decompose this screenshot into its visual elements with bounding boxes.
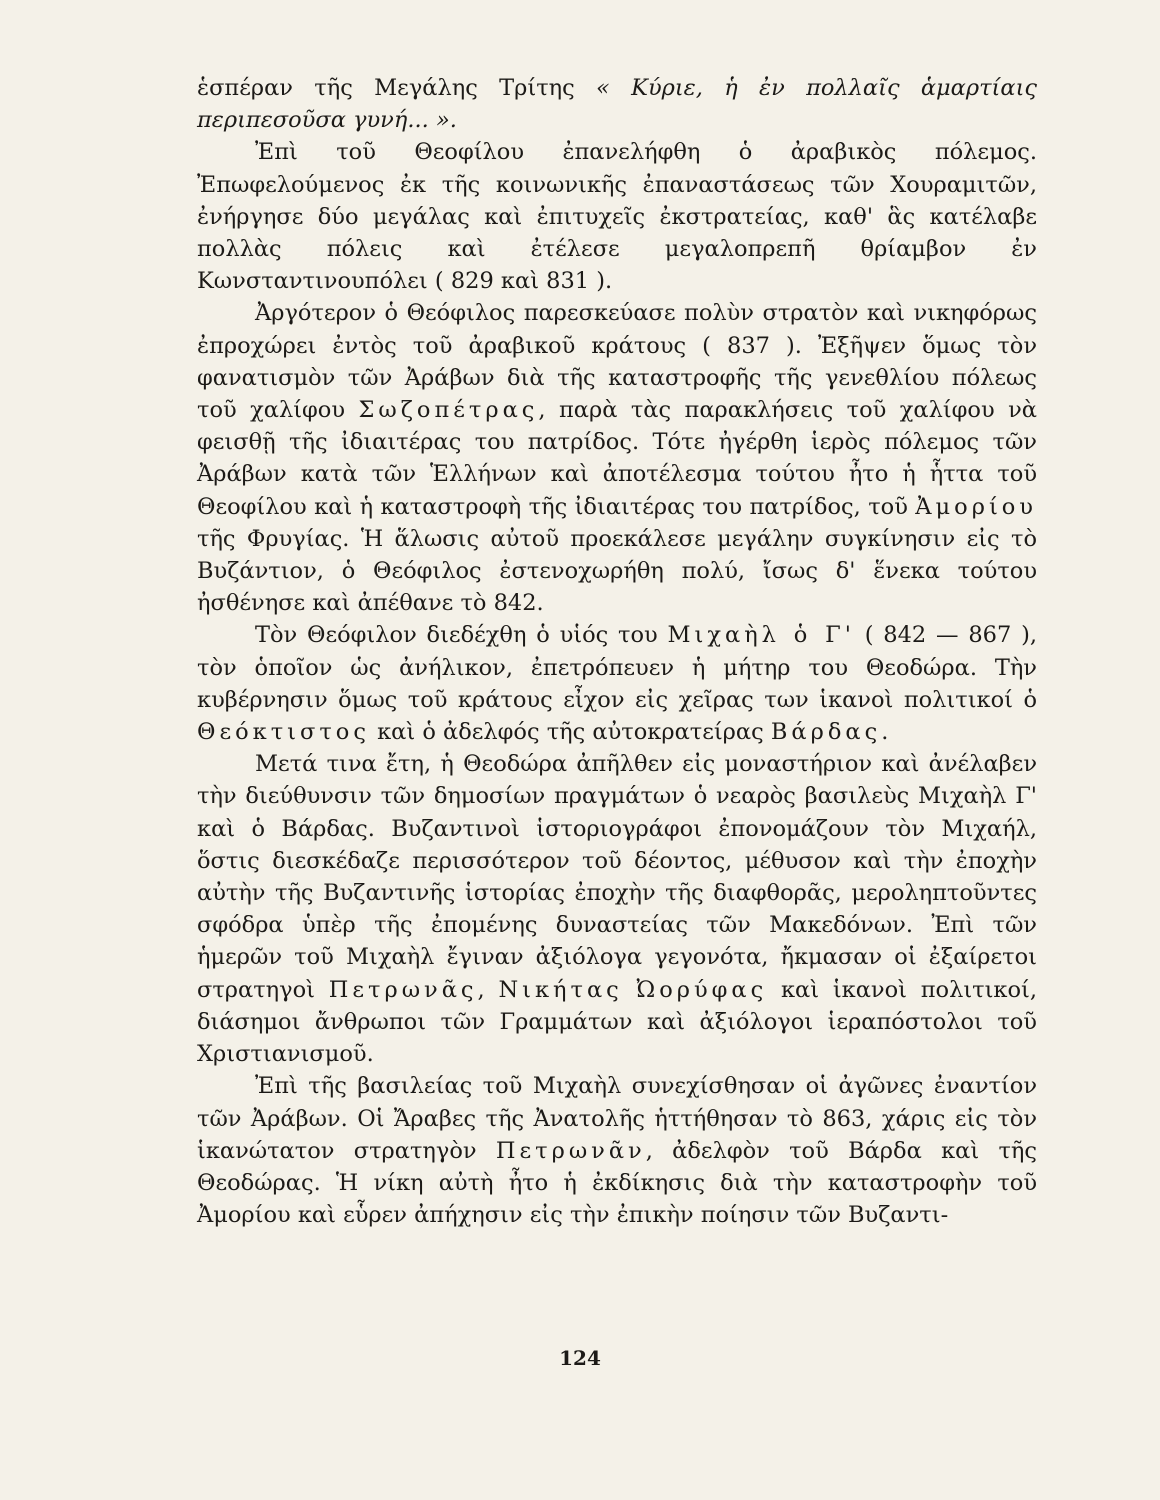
spaced-name-petronan: Πετρωνᾶν: [495, 1137, 646, 1164]
spaced-name-petronas: Πετρωνᾶς: [328, 976, 478, 1003]
text-run: Ἀργότερον ὁ Θεόφιλος παρεσκεύασε πολὺν στρατὸν καὶ νικηφόρως ἐπροχώρει ἐντὸς τοῦ ἀραβικοῦ κράτους ( 837 ). Ἐξῆψεν ὅμως τὸν φανατισμὸν τῶν Ἀράβων διὰ τῆς καταστροφῆς τῆς γενεθλίου πόλεως τοῦ χαλίφου: [197, 300, 1037, 424]
quoted-hymn: « Κύριε, ἡ ἐν πολλαῖς ἁμαρτίαις περιπεσοῦσα γυνή... ».: [197, 75, 1037, 134]
text-run: Μετά τινα ἔτη, ἡ Θεοδώρα ἀπῆλθεν εἰς μοναστήριον καὶ ἀνέλαβεν τὴν διεύθυνσιν τῶν δημοσίων πραγμάτων ὁ νεαρὸς βασιλεὺς Μιχαὴλ Γ' καὶ ὁ Βάρδας. Βυζαντινοὶ ἱστοριογράφοι ἐπονομάζουν τὸν Μιχαήλ, ὅστις διεσκέδαζε περισσότερον τοῦ δέοντος, μέθυσον καὶ τὴν ἐποχὴν αὐτὴν τῆς Βυζαντινῆς ἱστορίας ἐποχὴν τῆς διαφθορᾶς, μεροληπτοῦντες σφόδρα ὑπὲρ τῆς ἐπομένης δυναστείας τῶν Μακεδόνων. Ἐπὶ τῶν ἡμερῶν τοῦ Μιχαὴλ ἔγιναν ἀξιόλογα γεγονότα, ἤκμασαν οἱ ἐξαίρετοι στρατηγοὶ: [197, 751, 1037, 1003]
paragraph-1: [197, 72, 1037, 136]
text-run: [623, 977, 637, 1003]
text-run: , ἀδελφὸν τοῦ Βάρδα καὶ τῆς Θεοδώρας. Ἡ νίκη αὐτὴ ἦτο ἡ ἐκδίκησις διὰ τὴν καταστροφὴν τοῦ Ἀμορίου καὶ εὗρεν ἀπήχησιν εἰς τὴν ἐπικὴν ποίησιν τῶν Βυζαντι-: [197, 1137, 1037, 1229]
text-run: καὶ ὁ ἀδελφός τῆς αὐτοκρατείρας: [369, 719, 771, 746]
text-run: καὶ ἱκανοὶ πολιτικοί, διάσημοι ἄνθρωποι τῶν Γραμμάτων καὶ ἀξιόλογοι ἱεραπόστολοι τοῦ Χριστιανισμοῦ.: [197, 976, 1037, 1068]
spaced-name-amorion: Ἀμορίου: [915, 493, 1037, 520]
spaced-name-sozopetra: Σωζοπέτρας: [358, 397, 539, 424]
paragraph-3: [197, 297, 1037, 619]
spaced-name-theoktistos: Θεόκτιστος: [197, 719, 370, 746]
paragraph-2: [197, 136, 1037, 297]
text-run: Τὸν Θεόφιλον διεδέχθη ὁ υἱός του: [255, 622, 668, 649]
page-number: 124: [559, 1346, 601, 1370]
text-run: , παρὰ τὰς παρακλήσεις τοῦ χαλίφου νὰ φεισθῇ τῆς ἰδιαιτέρας του πατρίδος. Τότε ἠγέρθη ἱερὸς πόλεμος τῶν Ἀράβων κατὰ τῶν Ἑλλήνων καὶ ἀποτέλεσμα τούτου ἦτο ἡ ἧττα τοῦ Θεοφίλου καὶ ἡ καταστροφὴ τῆς ἰδιαιτέρας του πατρίδος, τοῦ: [197, 397, 1037, 520]
text-run: ( 842 — 867 ), τὸν ὁποῖον ὡς ἀνήλικον, ἐπετρόπευεν ἡ μήτηρ του Θεοδώρα. Τὴν κυβέρνησιν ὅμως τοῦ κράτους εἶχον εἰς χεῖρας των ἱκανοὶ πολιτικοί ὁ: [197, 622, 1037, 713]
text-run: τῆς Φρυγίας. Ἡ ἅλωσις αὐτοῦ προεκάλεσε μεγάλην συγκίνησιν εἰς τὸ Βυζάντιον, ὁ Θεόφιλος ἐστενοχωρήθη πολύ, ἴσως δ' ἕνεκα τούτου ἠσθένησε καὶ ἀπέθανε τὸ 842.: [197, 525, 1037, 617]
text-run: Ἐπὶ τῆς βασιλείας τοῦ Μιχαὴλ συνεχίσθησαν οἱ ἀγῶνες ἐναντίον τῶν Ἀράβων. Οἱ Ἄραβες τῆς Ἀνατολῆς ἡττήθησαν τὸ 863, χάρις εἰς τὸν ἱκανώτατον στρατηγὸν: [197, 1073, 1037, 1164]
text-run: ἑσπέραν τῆς Μεγάλης Τρίτης: [197, 75, 597, 101]
body-text: [197, 72, 1037, 1231]
spaced-name-bardas: Βάρδας: [770, 719, 882, 746]
paragraph-6: [197, 1070, 1037, 1231]
spaced-name-michael: Μιχαὴλ ὁ Γ': [667, 622, 855, 649]
paragraph-4: [197, 619, 1037, 748]
spaced-name-oryphas: Ὠορύφας: [636, 976, 768, 1003]
text-run: .: [881, 719, 889, 746]
spaced-name-niketas: Νικήτας: [498, 976, 623, 1003]
text-run: ,: [477, 976, 499, 1003]
paragraph-5: [197, 748, 1037, 1070]
text-run: Ἐπὶ τοῦ Θεοφίλου ἐπανελήφθη ὁ ἀραβικὸς πόλεμος. Ἐπωφελούμενος ἐκ τῆς κοινωνικῆς ἐπαναστάσεως τῶν Χουραμιτῶν, ἐνήργησε δύο μεγάλας καὶ ἐπιτυχεῖς ἐκστρατείας, καθ' ἃς κατέλαβε πολλὰς πόλεις καὶ ἐτέλεσε μεγαλοπρεπῆ θρίαμβον ἐν Κωνσταντινουπόλει ( 829 καὶ 831 ).: [197, 139, 1037, 295]
